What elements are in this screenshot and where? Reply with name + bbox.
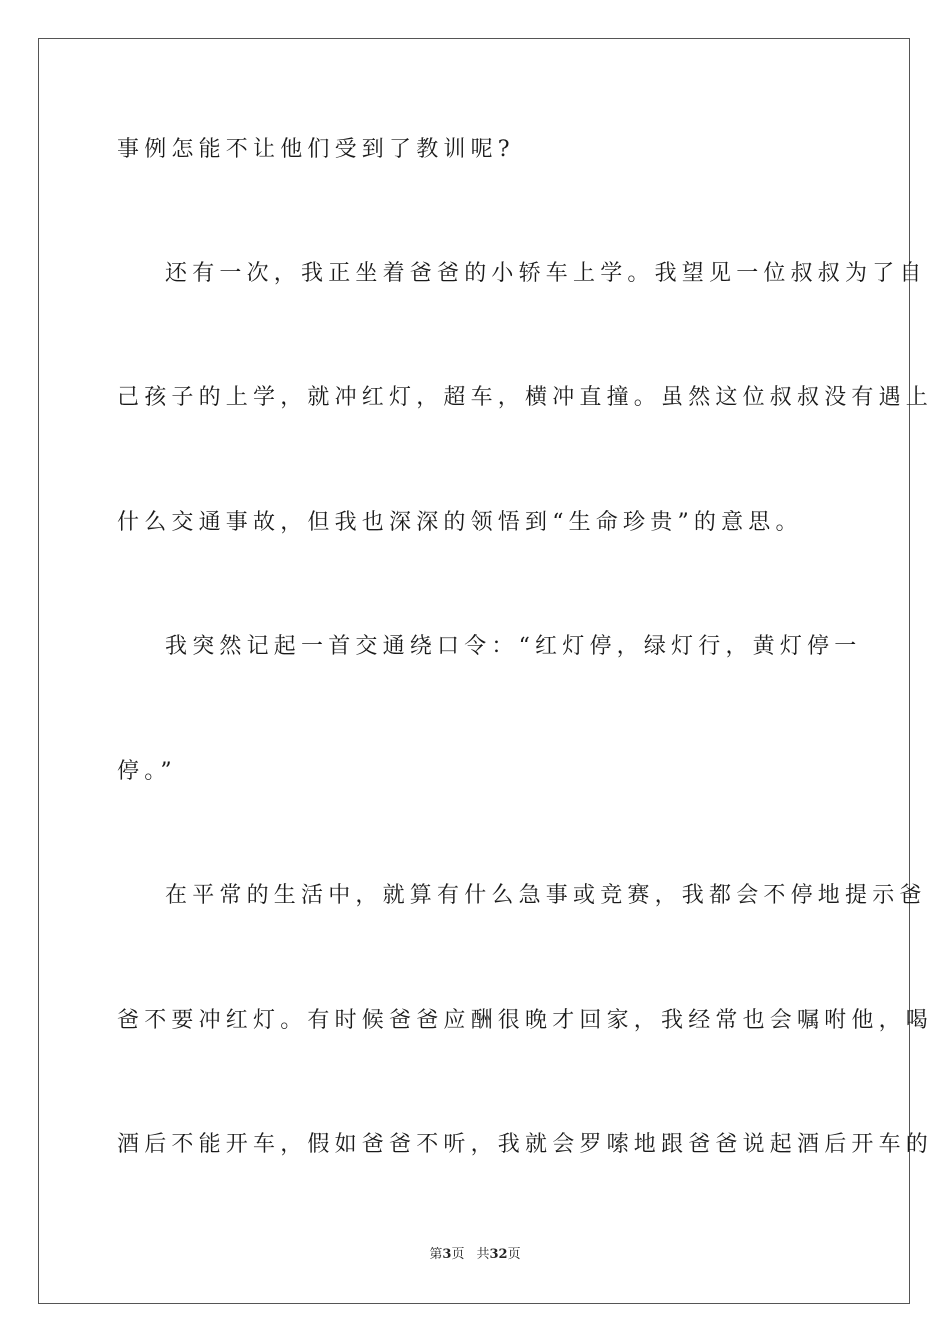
text-line-5: 我突然记起一首交通绕口令：“红灯停，绿灯行，黄灯停一 xyxy=(165,634,862,659)
page-border xyxy=(38,38,934,1304)
page-suffix: 页 xyxy=(451,1247,465,1262)
text-line-3: 己孩子的上学，就冲红灯，超车，横冲直撞。虽然这位叔叔没有遇上 xyxy=(117,385,934,410)
total-suffix: 页 xyxy=(507,1247,521,1262)
text-line-2: 还有一次，我正坐着爸爸的小轿车上学。我望见一位叔叔为了自 xyxy=(165,261,927,286)
text-line-4: 什么交通事故，但我也深深的领悟到“生命珍贵”的意思。 xyxy=(117,510,803,535)
page-footer xyxy=(0,1246,950,1264)
text-line-9: 酒后不能开车，假如爸爸不听，我就会罗嗦地跟爸爸说起酒后开车的 xyxy=(117,1132,934,1157)
total-pages: 32 xyxy=(489,1247,508,1262)
text-line-6: 停。” xyxy=(117,759,177,784)
text-line-7: 在平常的生活中，就算有什么急事或竞赛，我都会不停地提示爸 xyxy=(165,883,927,908)
page-prefix: 第 xyxy=(429,1247,443,1262)
total-prefix: 共 xyxy=(476,1247,490,1262)
text-line-1: 事例怎能不让他们受到了教训呢? xyxy=(117,137,515,162)
text-line-8: 爸不要冲红灯。有时候爸爸应酬很晚才回家，我经常也会嘱咐他，喝 xyxy=(117,1008,934,1033)
page-number: 3 xyxy=(442,1247,452,1262)
